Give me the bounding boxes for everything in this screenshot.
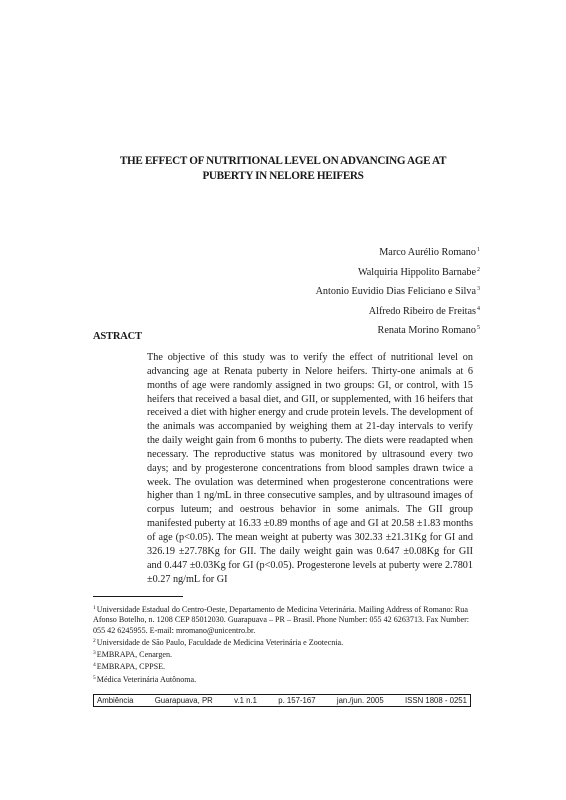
- author-affiliation-mark: 4: [477, 305, 480, 312]
- footnote-mark: 2: [93, 637, 96, 644]
- footnote: [93, 660, 477, 672]
- author-name: Marco Aurélio Romano: [379, 247, 476, 258]
- footer-pages: p. 157-167: [278, 696, 316, 705]
- author-name: Renata Morino Romano: [377, 325, 476, 336]
- footnote-text: EMBRAPA, Cenargen.: [96, 650, 173, 660]
- footnote-divider: [93, 596, 183, 597]
- author: [316, 301, 480, 321]
- author-name: Walquiria Hippolito Barnabe: [357, 266, 476, 278]
- abstract-text: The objective of this study was to verify the effect of nutritional level on advancing age at Renata puberty in Nelore heifers. Thirty-one animals at 6 months of age were randomly assigned in two groups: GI, or control, with 15 heifers that received a basal diet, and GII, or supplemented, with 16 heifers that received a diet with higher energy and crude protein levels. The development of the animals was accompanied by weighing them at 21-day intervals to verify the daily weight gain from 6 months to puberty. The diets were readapted when necessary. The reproductive status was monitored by ultrasound every two days; and by progesterone concentrations from blood samples drawn twice a week. The ovulation was determined when progesterone concentrations were higher than 1 ng/mL in three consecutive samples, and by ultrasound images of corpus luteum; and oestrous behavior in some animals. The GII group manifested puberty at 16.33 ±0.89 months of age and GI at 20.58 ±1.83 months of age (p<0.05). The mean weight at puberty was 302.33 ±21.31Kg for GI and 326.19 ±27.78Kg for GII. The daily weight gain was 0.647 ±0.08Kg for GII and 0.447 ±0.03Kg for GI (p<0.05). Progesterone levels at puberty were 2.7801 ±0.27 ng/mL for GI: [147, 352, 473, 585]
- footnote-mark: 1: [93, 605, 96, 611]
- footer-issn: ISSN 1808 - 0251: [405, 696, 467, 705]
- footnote-text: EMBRAPA, CPPSE.: [96, 662, 166, 672]
- title-line-1: THE EFFECT OF NUTRITIONAL LEVEL ON ADVANCING AGE AT: [119, 155, 447, 167]
- footnote-text: Universidade Estadual do Centro-Oeste, Departamento de Medicina Veterinária. Mailing Address of Romano: Rua Afonso Botelho, n. 1208 CEP 85012030. Guarapuava – PR – Brasil. Phone Number: 055 42 6263713. Fax Number: 055 42 6245955. E-mail: mromano@unicentro.br.: [93, 605, 470, 635]
- footnote-text: Médica Veterinária Autônoma.: [96, 674, 197, 684]
- footnote: [93, 636, 477, 648]
- author: [316, 262, 480, 282]
- author: [316, 320, 480, 340]
- footnotes: [93, 603, 477, 685]
- footnote: [93, 603, 477, 636]
- footer-city: Guarapuava, PR: [154, 696, 213, 705]
- abstract-body: [147, 351, 473, 586]
- footer-journal: Ambiência: [97, 696, 134, 705]
- author: [316, 242, 480, 262]
- footnote-mark: 4: [93, 662, 96, 669]
- footer-date: jan./jun. 2005: [336, 696, 384, 705]
- author-name: Alfredo Ribeiro de Freitas: [368, 305, 476, 317]
- abstract-heading: ASTRACT: [93, 331, 142, 342]
- journal-footer: [93, 694, 471, 707]
- author-name: Antonio Euvidio Dias Feliciano e Silva: [315, 286, 476, 297]
- footer-volume: v.1 n.1: [234, 696, 257, 705]
- author: [316, 281, 480, 301]
- title-line-2: PUBERTY IN NELORE HEIFERS: [202, 170, 364, 182]
- footnote: [93, 673, 477, 685]
- author-affiliation-mark: 5: [477, 325, 480, 331]
- author-affiliation-mark: 1: [477, 247, 480, 253]
- author-list: [316, 242, 480, 340]
- footnote-mark: 5: [93, 674, 96, 681]
- footnote-mark: 3: [93, 650, 96, 657]
- author-affiliation-mark: 3: [477, 286, 480, 292]
- article-title: [70, 154, 496, 184]
- footnote-text: Universidade de São Paulo, Faculdade de Medicina Veterinária e Zootecnia.: [96, 637, 344, 647]
- author-affiliation-mark: 2: [477, 266, 480, 273]
- footnote: [93, 648, 477, 660]
